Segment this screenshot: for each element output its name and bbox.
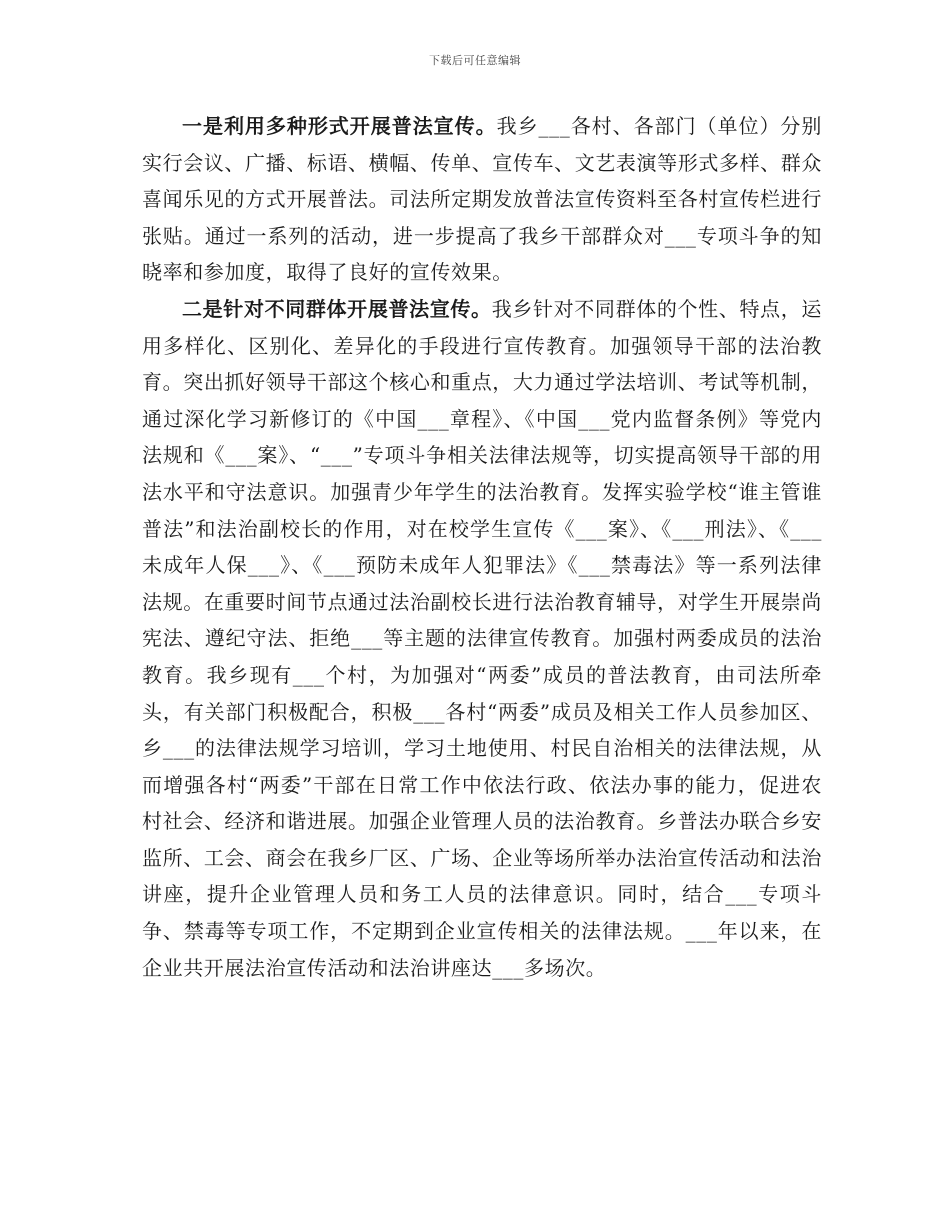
paragraph-1-lead: 一是利用多种形式开展普法宣传。 — [182, 114, 497, 138]
page-header-note: 下载后可任意编辑 — [429, 54, 521, 67]
document-body — [142, 108, 822, 986]
paragraph-2 — [142, 291, 822, 986]
paragraph-2-lead: 二是针对不同群体开展普法宣传。 — [182, 296, 492, 321]
paragraph-2-text: 我乡针对不同群体的个性、特点，运用多样化、区别化、差异化的手段进行宣传教育。加强领导干部的法治教育。突出抓好领导干部这个核心和重点，大力通过学法培训、考试等机制，通过深化学习新修订的《中国___章程》、《中国___党内监督条例》等党内法规和《___案》、“___”专项斗争相关法律法规等，切实提高领导干部的用法水平和守法意识。加强青少年学生的法治教育。发挥实验学校“谁主管谁普法”和法治副校长的作用，对在校学生宣传《___案》、《___刑法》、《___未成年人保___》、《___预防未成年人犯罪法》《___禁毒法》等一系列法律法规。在重要时间节点通过法治副校长进行法治教育辅导，对学生开展崇尚宪法、遵纪守法、拒绝___等主题的法律宣传教育。加强村两委成员的法治教育。我乡现有___个村，为加强对“两委”成员的普法教育，由司法所牵头，有关部门积极配合，积极___各村“两委”成员及相关工作人员参加区、乡___的法律法规学习培训，学习土地使用、村民自治相关的法律法规，从而增强各村“两委”干部在日常工作中依法行政、依法办事的能力，促进农村社会、经济和谐进展。加强企业管理人员的法治教育。乡普法办联合乡安监所、工会、商会在我乡厂区、广场、企业等场所举办法治宣传活动和法治讲座，提升企业管理人员和务工人员的法律意识。同时，结合___专项斗争、禁毒等专项工作，不定期到企业宣传相关的法律法规。___年以来，在企业共开展法治宣传活动和法治讲座达___多场次。 — [142, 296, 822, 980]
paragraph-1 — [142, 108, 822, 291]
paragraph-1-text: 我乡___各村、各部门（单位）分别实行会议、广播、标语、横幅、传单、宣传车、文艺表演等形式多样、群众喜闻乐见的方式开展普法。司法所定期发放普法宣传资料至各村宣传栏进行张贴。通过一系列的活动，进一步提高了我乡干部群众对___专项斗争的知晓率和参加度，取得了良好的宣传效果。 — [142, 114, 823, 285]
